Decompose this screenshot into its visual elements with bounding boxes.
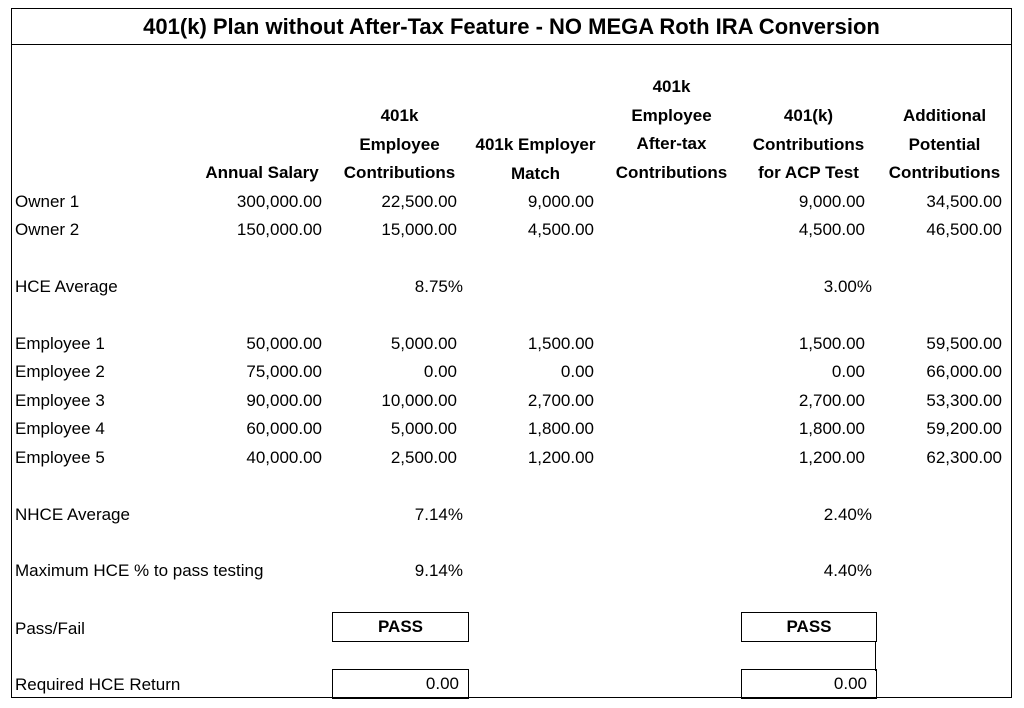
acp-box-connector: [875, 641, 876, 671]
owner-2-salary: 150,000.00: [236, 220, 322, 239]
hce-average-label: HCE Average: [15, 277, 118, 296]
owner-1-acp: 9,000.00: [798, 192, 865, 211]
sheet-title: 401(k) Plan without After-Tax Feature - NO MEGA Roth IRA Conversion: [12, 9, 1011, 45]
owner-1-salary: 300,000.00: [236, 192, 322, 211]
employee-4-employee-contrib: 5,000.00: [390, 419, 457, 438]
spreadsheet: [11, 8, 1012, 698]
employee-1-acp: 1,500.00: [798, 334, 865, 353]
employee-5-employer-match: 1,200.00: [527, 448, 594, 467]
employee-1-employer-match: 1,500.00: [527, 334, 594, 353]
owner-1-additional: 34,500.00: [926, 192, 1002, 211]
header-employer-match: 401k Employer Match: [475, 135, 596, 183]
employee-2-employer-match: 0.00: [560, 362, 594, 381]
row-label-employee-5: Employee 5: [15, 448, 105, 467]
row-label-employee-4: Employee 4: [15, 419, 105, 438]
required-hce-return-label: Required HCE Return: [15, 675, 181, 694]
employee-5-acp: 1,200.00: [798, 448, 865, 467]
hce-average-employee-pct: 8.75%: [414, 277, 463, 296]
employee-2-salary: 75,000.00: [246, 362, 322, 381]
max-hce-acp-pct: 4.40%: [823, 561, 872, 580]
owner-1-employer-match: 9,000.00: [527, 192, 594, 211]
owner-2-acp: 4,500.00: [798, 220, 865, 239]
employee-2-acp: 0.00: [831, 362, 865, 381]
header-annual-salary: Annual Salary: [205, 163, 319, 182]
employee-1-additional: 59,500.00: [926, 334, 1002, 353]
owner-1-employee-contrib: 22,500.00: [381, 192, 457, 211]
row-label-employee-1: Employee 1: [15, 334, 105, 353]
employee-1-salary: 50,000.00: [246, 334, 322, 353]
header-employee-contributions: 401k Employee Contributions: [343, 106, 456, 182]
max-hce-employee-pct: 9.14%: [414, 561, 463, 580]
nhce-average-acp-pct: 2.40%: [823, 505, 872, 524]
employee-3-additional: 53,300.00: [926, 391, 1002, 410]
employee-3-acp: 2,700.00: [798, 391, 865, 410]
row-label-employee-3: Employee 3: [15, 391, 105, 410]
acp-pass-fail-result: PASS: [741, 612, 877, 642]
owner-2-additional: 46,500.00: [926, 220, 1002, 239]
employee-3-salary: 90,000.00: [246, 391, 322, 410]
employee-2-additional: 66,000.00: [926, 362, 1002, 381]
header-additional-contributions: Additional Potential Contributions: [888, 106, 1001, 182]
row-label-owner-1: Owner 1: [15, 192, 80, 211]
employee-4-acp: 1,800.00: [798, 419, 865, 438]
row-label-owner-2: Owner 2: [15, 220, 80, 239]
employee-5-additional: 62,300.00: [926, 448, 1002, 467]
hce-average-acp-pct: 3.00%: [823, 277, 872, 296]
pass-fail-label: Pass/Fail: [15, 619, 85, 638]
nhce-average-label: NHCE Average: [15, 505, 130, 524]
employee-4-salary: 60,000.00: [246, 419, 322, 438]
employee-2-employee-contrib: 0.00: [423, 362, 457, 381]
employee-4-employer-match: 1,800.00: [527, 419, 594, 438]
header-after-tax-contributions: 401k Employee After-tax Contributions: [615, 77, 728, 182]
employee-required-return-value: 0.00: [332, 669, 469, 699]
owner-2-employee-contrib: 15,000.00: [381, 220, 457, 239]
employee-5-employee-contrib: 2,500.00: [390, 448, 457, 467]
employee-4-additional: 59,200.00: [926, 419, 1002, 438]
row-label-employee-2: Employee 2: [15, 362, 105, 381]
owner-2-employer-match: 4,500.00: [527, 220, 594, 239]
employee-1-employee-contrib: 5,000.00: [390, 334, 457, 353]
employee-pass-fail-result: PASS: [332, 612, 469, 642]
employee-3-employer-match: 2,700.00: [527, 391, 594, 410]
max-hce-label: Maximum HCE % to pass testing: [15, 561, 264, 580]
acp-required-return-value: 0.00: [741, 669, 877, 699]
header-acp-contributions: 401(k) Contributions for ACP Test: [752, 106, 865, 182]
employee-5-salary: 40,000.00: [246, 448, 322, 467]
nhce-average-employee-pct: 7.14%: [414, 505, 463, 524]
employee-3-employee-contrib: 10,000.00: [381, 391, 457, 410]
